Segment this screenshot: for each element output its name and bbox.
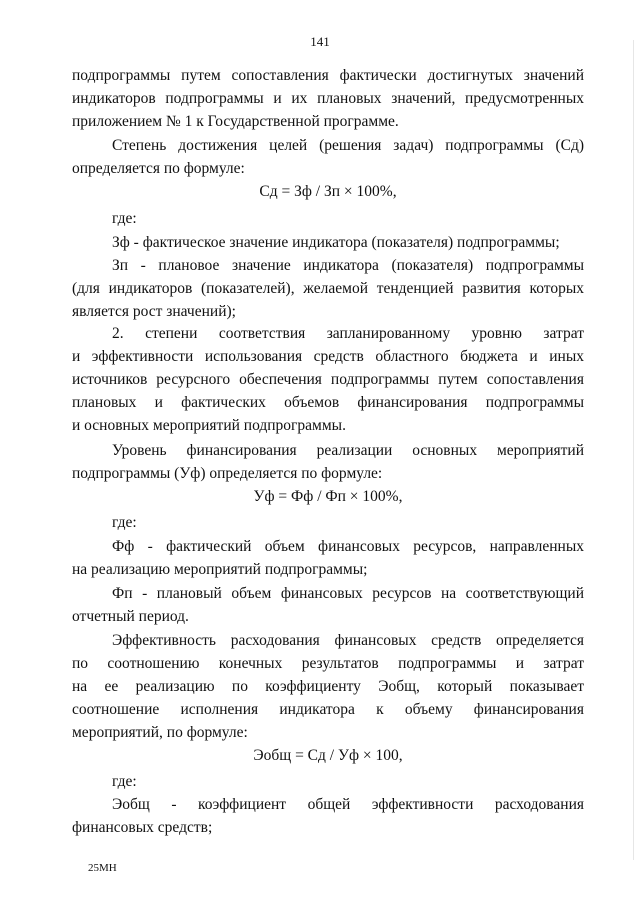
text-line: Степень достижения целей (решения задач) подпрограммы (Сд) — [112, 137, 584, 154]
formula-uf: Уф = Фф / Фп × 100%, — [253, 488, 403, 505]
footer-code: 25МН — [88, 862, 117, 874]
text-line: (для индикаторов (показателей), желаемой тенденцией развития которых — [72, 280, 584, 297]
text-line: и основных мероприятий подпрограммы. — [72, 417, 346, 434]
text-line: приложением № 1 к Государственной программе. — [72, 113, 399, 130]
text-line: подпрограммы путем сопоставления фактически достигнутых значений — [72, 67, 584, 84]
text-line: подпрограммы (Уф) определяется по формуле: — [72, 465, 383, 482]
text-line: индикаторов подпрограммы и их плановых значений, предусмотренных — [72, 90, 584, 107]
text-line: Эффективность расходования финансовых средств определяется — [112, 632, 584, 649]
text-line: где: — [112, 514, 137, 531]
text-line: Эобщ - коэффициент общей эффективности расходования — [112, 796, 584, 813]
text-line: где: — [112, 773, 137, 790]
text-line: мероприятий, по формуле: — [72, 724, 248, 741]
text-line: финансовых средств; — [72, 819, 213, 836]
text-line: Зф - фактическое значение индикатора (показателя) подпрограммы; — [112, 234, 560, 251]
text-line: плановых и фактических объемов финансирования подпрограммы — [72, 394, 584, 411]
text-line: по соотношению конечных результатов подпрограммы и затрат — [72, 655, 584, 672]
text-line: где: — [112, 210, 137, 227]
text-line: Фп - плановый объем финансовых ресурсов на соответствующий — [112, 585, 584, 602]
text-line: отчетный период. — [72, 608, 189, 625]
text-line: является рост значений); — [72, 303, 236, 320]
formula-sd: Сд = Зф / Зп × 100%, — [259, 183, 397, 200]
formula-eobsch: Эобщ = Сд / Уф × 100, — [253, 747, 403, 764]
text-line: на реализацию мероприятий подпрограммы; — [72, 561, 368, 578]
text-line: Фф - фактический объем финансовых ресурсов, направленных — [112, 538, 584, 555]
text-line: Зп - плановое значение индикатора (показателя) подпрограммы — [112, 257, 584, 274]
text-line: и эффективности использования средств областного бюджета и иных — [72, 348, 584, 365]
text-line: 2. степени соответствия запланированному уровню затрат — [112, 325, 584, 342]
text-line: Уровень финансирования реализации основных мероприятий — [112, 442, 584, 459]
page-number: 141 — [310, 34, 330, 49]
text-line: на ее реализацию по коэффициенту Эобщ, который показывает — [72, 678, 584, 695]
text-line: источников ресурсного обеспечения подпрограммы путем сопоставления — [72, 371, 584, 388]
page-edge-line — [633, 40, 634, 860]
text-line: соотношение исполнения индикатора к объему финансирования — [72, 701, 584, 718]
text-line: определяется по формуле: — [72, 160, 245, 177]
